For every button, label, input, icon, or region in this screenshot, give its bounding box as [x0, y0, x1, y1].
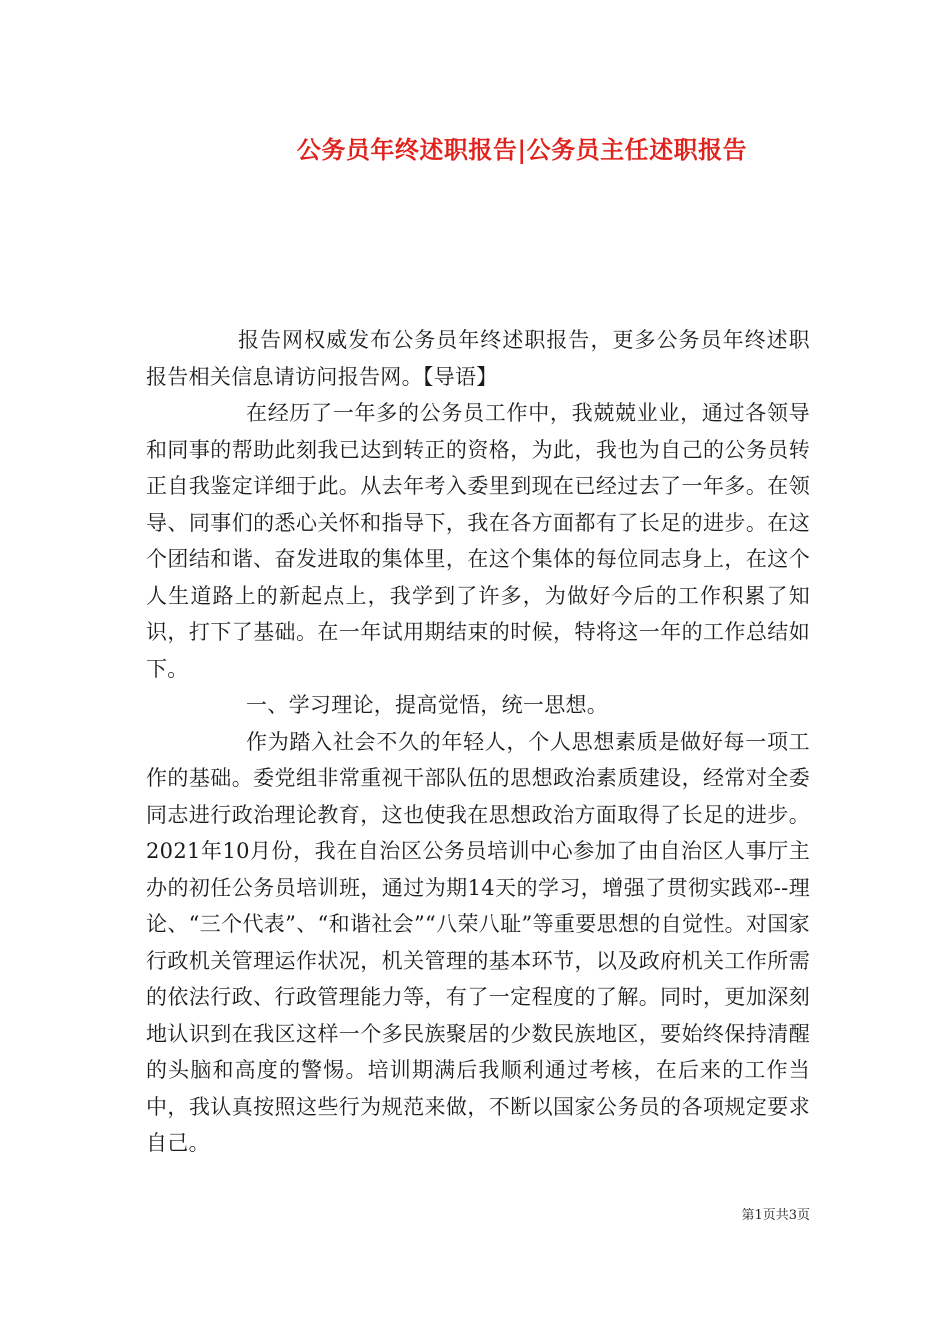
page-number: 第1页共3页	[741, 1208, 810, 1223]
body-paragraph: 在经历了一年多的公务员工作中，我兢兢业业，通过各领导和同事的帮助此刻我已达到转正的资格，为此，我也为自己的公务员转正自我鉴定详细于此。从去年考入委里到现在已经过去了一年多。在领导、同事们的悉心关怀和指导下，我在各方面都有了长足的进步。在这个团结和谐、奋发进取的集体里，在这个集体的每位同志身上，在这个人生道路上的新起点上，我学到了许多，为做好今后的工作积累了知识，打下了基础。在一年试用期结束的时候，特将这一年的工作总结如下。	[146, 401, 810, 681]
document-body	[146, 322, 810, 1162]
intro-paragraph: 报告网权威发布公务员年终述职报告，更多公务员年终述职报告相关信息请访问报告网。【导语】	[146, 328, 810, 389]
body-paragraph: 作为踏入社会不久的年轻人，个人思想素质是做好每一项工作的基础。委党组非常重视干部队伍的思想政治素质建设，经常对全委同志进行政治理论教育，这也使我在思想政治方面取得了长足的进步。2021年10月份，我在自治区公务员培训中心参加了由自治区人事厅主办的初任公务员培训班，通过为期14天的学习，增强了贯彻实践邓--理论、“三个代表”、“和谐社会”“八荣八耻”等重要思想的自觉性。对国家行政机关管理运作状况，机关管理的基本环节，以及政府机关工作所需的依法行政、行政管理能力等，有了一定程度的了解。同时，更加深刻地认识到在我区这样一个多民族聚居的少数民族地区，要始终保持清醒的头脑和高度的警惕。培训期满后我顺利通过考核，在后来的工作当中，我认真按照这些行为规范来做，不断以国家公务员的各项规定要求自己。	[146, 729, 810, 1155]
section-heading: 一、学习理论，提高觉悟，统一思想。	[246, 693, 609, 717]
document-title: 公务员年终述职报告|公务员主任述职报告	[296, 135, 748, 164]
